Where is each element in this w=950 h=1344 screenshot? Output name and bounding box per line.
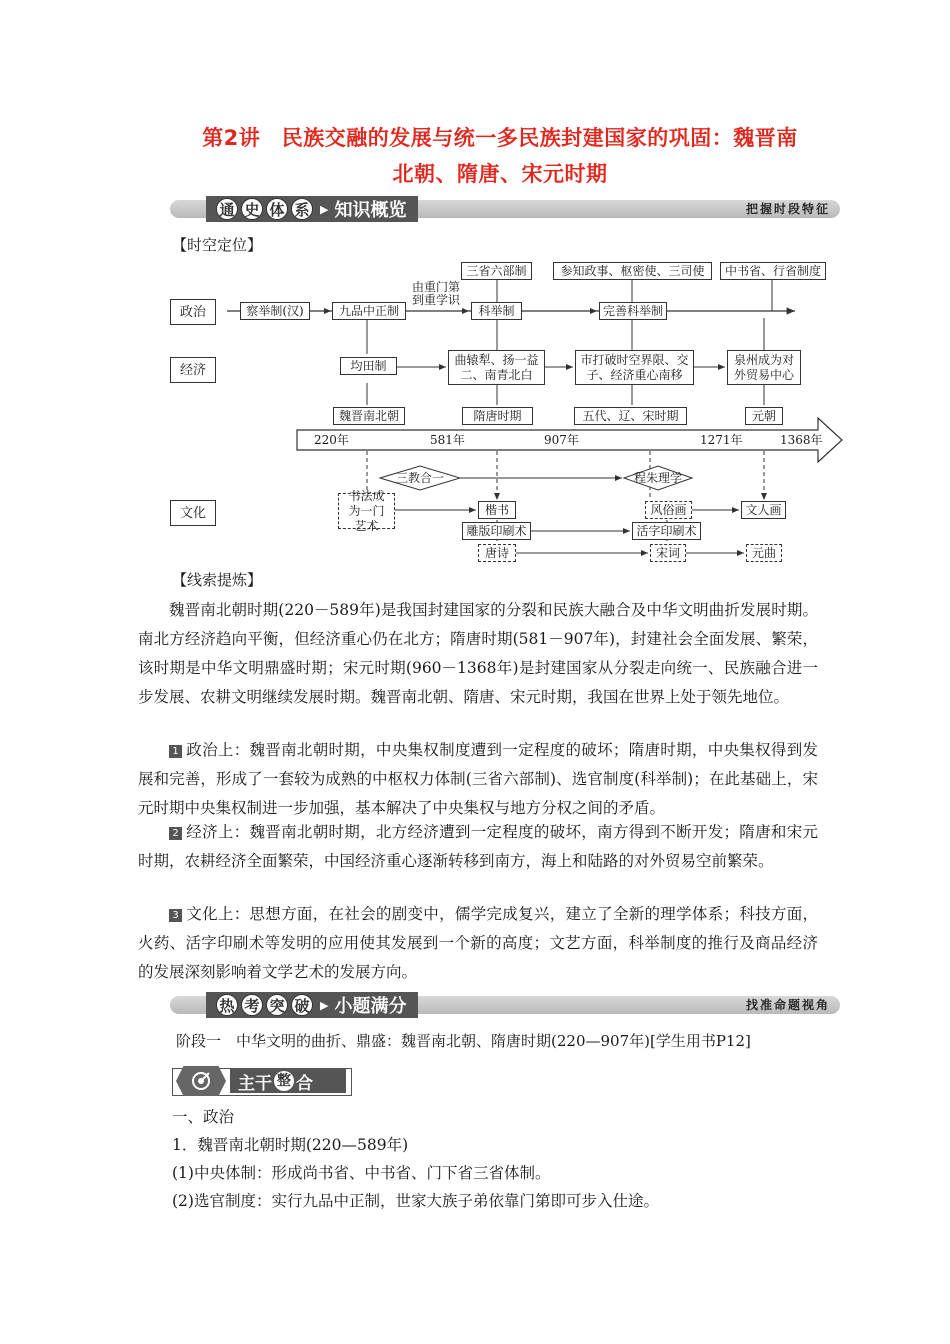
row-label-politics: 政治 (170, 299, 216, 325)
paragraph-culture: 3 文化上：思想方面，在社会的剧变中，儒学完成复兴，建立了全新的理学体系；科技方面，火药、活字印刷术等发明的应用使其发展到一个新的高度；文艺方面，科举制度的推行及商品经济的发展深刻影响着文学艺术的发展方向。 (138, 905, 818, 981)
box-keju: 科举制 (471, 302, 522, 320)
row-label-economy: 经济 (170, 357, 216, 383)
outline-subheading: 1．魏晋南北朝时期(220—589年) (172, 1136, 409, 1154)
year-907: 907年 (544, 433, 579, 447)
banner-right-label: 找准命题视角 (745, 998, 830, 1012)
box-jiupin: 九品中正制 (332, 302, 406, 320)
box-shufa: 书法成为一门艺术 (338, 493, 395, 529)
year-1271: 1271年 (700, 433, 743, 447)
diamond-chengzhu: 程朱理学 (633, 471, 682, 485)
number-1-icon: 1 (169, 745, 182, 758)
outline-heading-politics: 一、政治 (172, 1108, 235, 1126)
box-huozi: 活字印刷术 (632, 522, 701, 540)
box-songci: 宋词 (650, 544, 686, 562)
box-quanzhou: 泉州成为对外贸易中心 (727, 350, 801, 385)
number-3-icon: 3 (169, 909, 182, 922)
triangle-icon: ▶ (320, 998, 329, 1012)
title-line-2: 北朝、隋唐、宋元时期 (392, 162, 608, 186)
year-220: 220年 (314, 433, 349, 447)
badge-text-3: 合 (296, 1073, 313, 1094)
outline-line-1: (1)中央体制：形成尚书省、中书省、门下省三省体制。 (172, 1164, 551, 1182)
box-fengsu: 风俗画 (645, 501, 692, 519)
box-yuanqu: 元曲 (746, 544, 782, 562)
banner-label: 通 史 体 系 ▶ 知识概览 (206, 196, 418, 222)
year-581: 581年 (430, 433, 465, 447)
number-2-icon: 2 (169, 827, 182, 840)
box-xingsheng: 中书省、行省制度 (720, 262, 826, 280)
target-icon (176, 1066, 226, 1096)
period-weijin: 魏晋南北朝 (333, 407, 405, 425)
box-kaishu: 楷书 (478, 501, 516, 519)
section-banner-hot (170, 992, 840, 1018)
outline-line-2: (2)选官制度：实行九品中正制，世家大族子弟依靠门第即可步入仕途。 (172, 1192, 659, 1210)
badge-text-1: 主干 (238, 1073, 272, 1094)
box-wenren: 文人画 (741, 501, 786, 519)
section-label-clue: 【线索提炼】 (172, 571, 263, 589)
section-label-time: 【时空定位】 (172, 236, 263, 254)
timeline-diagram (0, 0, 950, 580)
box-diaoban: 雕版印刷术 (462, 522, 531, 540)
period-yuan: 元朝 (745, 407, 783, 425)
banner-right-label: 把握时段特征 (745, 202, 830, 216)
triangle-icon: ▶ (320, 202, 329, 216)
paragraph-economy: 2 经济上：魏晋南北朝时期，北方经济遭到一定程度的破坏，南方得到不断开发；隋唐和宋元时期，农耕经济全面繁荣，中国经济重心逐渐转移到南方，海上和陆路的对外贸易空前繁荣。 (138, 823, 818, 870)
title-line-1: 第2讲 民族交融的发展与统一多民族封建国家的巩固：魏晋南 (202, 126, 798, 150)
stage-heading: 阶段一 中华文明的曲折、鼎盛：魏晋南北朝、隋唐时期(220—907年)[学生用书P12] (176, 1032, 751, 1050)
box-quyuanli: 曲辕犁、扬一益二、南青北白 (448, 350, 545, 385)
diagram-lines (0, 0, 950, 580)
box-sansheng: 三省六部制 (461, 262, 532, 280)
row-label-culture: 文化 (170, 500, 216, 526)
section-badge (172, 1066, 352, 1096)
banner-label: 热 考 突 破 ▶ 小题满分 (206, 992, 418, 1018)
paragraph-politics: 1 政治上：魏晋南北朝时期，中央集权制度遭到一定程度的破坏；隋唐时期，中央集权得到发展和完善，形成了一套较为成熟的中枢权力体制(三省六部制)、选官制度(科举制)；在此基础上，宋元时期中央集权制进一步加强，基本解决了中央集权与地方分权之间的矛盾。 (138, 741, 818, 817)
period-wudai: 五代、辽、宋时期 (574, 407, 687, 425)
badge-text-2: 整 (274, 1071, 294, 1091)
box-wanshan-keju: 完善科举制 (599, 302, 667, 320)
box-juntian: 均田制 (340, 357, 397, 375)
box-tangshi: 唐诗 (478, 544, 516, 562)
period-suitang: 隋唐时期 (462, 407, 533, 425)
box-canzhi: 参知政事、枢密使、三司使 (553, 262, 712, 280)
note-mendi: 由重门第到重学识 (412, 280, 461, 307)
box-chaju: 察举制(汉) (240, 302, 310, 320)
paragraph-intro: 魏晋南北朝时期(220－589年)是我国封建国家的分裂和民族大融合及中华文明曲折发展时期。南北方经济趋向平衡，但经济重心仍在北方；隋唐时期(581－907年)，封建社会全面发展、繁荣，该时期是中华文明鼎盛时期；宋元时期(960－1368年)是封建国家从分裂走向统一、民族融合进一步发展、农耕文明继续发展时期。魏晋南北朝、隋唐、宋元时期，我国在世界上处于领先地位。 (138, 601, 818, 706)
year-1368: 1368年 (780, 433, 823, 447)
box-shidapo: 市打破时空界限、交子、经济重心南移 (575, 350, 694, 385)
diamond-sanjiao: 三教合一 (395, 471, 444, 485)
